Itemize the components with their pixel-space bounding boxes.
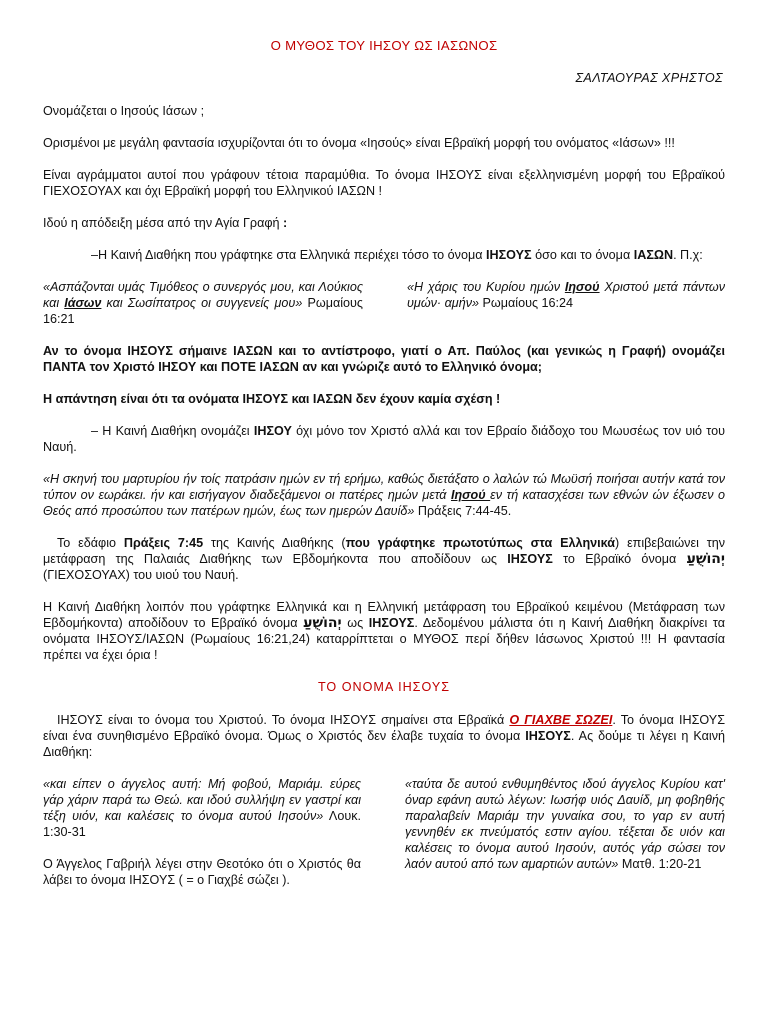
text-span: (ΓΙΕΧΟΣΟΥΑΧ) του υιού του Ναυή. xyxy=(43,568,239,582)
quote-romans-16-24 xyxy=(407,279,725,327)
proof-intro-colon: : xyxy=(283,216,288,230)
bold-reference: Πράξεις 7:45 xyxy=(123,536,204,550)
quotes-gospels xyxy=(43,776,725,888)
name-iason: ΙΑΣΩΝ xyxy=(633,248,674,262)
text-span: –Η Καινή Διαθήκη που γράφτηκε στα Ελληνικά περιέχει τόσο το όνομα xyxy=(91,248,487,262)
author-name: ΣΑΛΤΑΟΥΡΑΣ ΧΡΗΣΤΟΣ xyxy=(575,71,723,85)
quote-reference: Πράξεις 7:44-45. xyxy=(414,504,512,518)
quote-name-iisou: Ιησού xyxy=(564,280,600,294)
proof-intro-text: Ιδού η απόδειξη μέσα από την Αγία Γραφή xyxy=(43,216,284,230)
quote-acts-7-44 xyxy=(43,471,725,519)
text-span: Το εδάφιο xyxy=(57,536,124,550)
paragraph-acts-7-45 xyxy=(43,535,725,583)
paragraph-claim: Ορισμένοι με μεγάλη φαντασία ισχυρίζονται ότι το όνομα «Ιησούς» είναι Εβραϊκή μορφή του ονόματος «Ιάσων» !!! xyxy=(43,136,675,150)
quote-reference: Ματθ. 1:20-21 xyxy=(618,857,702,871)
highlight-meaning: Ο ΓΙΑΧΒΕ ΣΩΖΕΙ xyxy=(509,713,613,727)
text-span: . Ας δούμε τι λέγει η Καινή Διαθήκη: xyxy=(43,729,726,759)
bold-phrase: που γράφτηκε πρωτοτύπως στα Ελληνικά xyxy=(345,536,616,550)
name-iisous: ΙΗΣΟΥΣ xyxy=(507,552,553,566)
document-title: Ο ΜΥΘΟΣ ΤΟΥ ΙΗΣΟΥ ΩΣ ΙΑΣΩΝΟΣ xyxy=(270,38,498,53)
bold-answer: Η απάντηση είναι ότι τα ονόματα ΙΗΣΟΥΣ και ΙΑΣΩΝ δεν έχουν καμία σχέση ! xyxy=(43,392,501,406)
name-iisous: ΙΗΣΟΥΣ xyxy=(368,616,415,630)
intro-question: Ονομάζεται ο Ιησούς Ιάσων ; xyxy=(43,104,205,118)
left-column xyxy=(43,776,361,888)
name-iisou: ΙΗΣΟΥ xyxy=(253,424,292,438)
text-span: – Η Καινή Διαθήκη ονομάζει xyxy=(91,424,254,438)
quote-luke-1-30 xyxy=(43,776,361,840)
paragraph-rebuttal: Είναι αγράμματοι αυτοί που γράφουν τέτοια παραμύθια. Το όνομα ΙΗΣΟΥΣ είναι εξελληνισμένη μορφή του Εβραϊκού ΓΙΕΧΟΣΟΥΑΧ και όχι Εβραϊκή μορφή του Ελληνικού ΙΑΣΩΝ ! xyxy=(43,168,725,198)
quote-text: «Ασπάζονται υμάς Τιμόθεος ο συνεργός μου, και Λούκιος και xyxy=(43,280,363,310)
quote-text: «Η χάρις του Κυρίου ημών xyxy=(407,280,565,294)
text-span: . Το όνομα ΙΗΣΟΥΣ είναι ένα συνηθισμένο Εβραϊκό όνομα. Όμως ο Χριστός δεν έλαβε τυχαία το όνομα xyxy=(43,713,725,743)
quote-reference: Ρωμαίους 16:24 xyxy=(479,296,574,310)
quote-romans-16-21 xyxy=(43,279,363,327)
quote-matthew-1-20 xyxy=(405,776,725,872)
paragraph-nt-names xyxy=(43,247,725,263)
paragraph-joshua xyxy=(43,423,725,455)
quote-reference: Λουκ. 1:30-31 xyxy=(43,809,362,839)
text-span: ) επιβεβαιώνει την μετάφραση της Παλαιάς Διαθήκης των Εβδομήκοντα που αποδίδουν ως xyxy=(43,536,725,566)
text-span: όσο και το όνομα xyxy=(531,248,634,262)
text-span: Η Καινή Διαθήκη λοιπόν που γράφτηκε Ελληνικά και η Ελληνική μετάφραση του Εβραϊκού κειμένου (Μετάφραση των Εβδομήκοντα) αποδίδουν το Εβραϊκό όνομα xyxy=(43,600,725,630)
text-span: της Καινής Διαθήκης ( xyxy=(203,536,346,550)
paragraph-name-meaning xyxy=(43,712,725,760)
text-span: όχι μόνο τον Χριστό αλλά και τον Εβραίο διάδοχο του Μωυσέως τον υιό του Ναυή. xyxy=(43,424,725,454)
name-iisous: ΙΗΣΟΥΣ xyxy=(486,248,532,262)
paragraph-proof-intro xyxy=(43,215,725,231)
hebrew-name: יְהוֹשֻׁעַ xyxy=(303,615,342,631)
paragraph-gabriel: Ο Άγγελος Γαβριήλ λέγει στην Θεοτόκο ότι ο Χριστός θα λάβει το όνομα ΙΗΣΟΥΣ ( = ο Γιαχβέ σώζει ). xyxy=(43,857,361,887)
quote-text: «ταύτα δε αυτού ενθυμηθέντος ιδού άγγελος Κυρίου κατ' όναρ εφάνη αυτώ λέγων: Ιωσήφ υιός Δαυίδ, μη φοβηθής παραλαβείν Μαριάμ την γυναίκα σου, το γαρ εν αυτή γεννηθέν εκ πνεύματός εστιν αγίου. τέξεται δε υιόν και καλέσεις το όνομα αυτού Ιησούν, αυτός γάρ σώσει τον λαόν αυτού από των αμαρτιών αυτών» xyxy=(405,777,725,871)
quote-text: Χριστού μετά πάντων υμών· αμήν» xyxy=(407,280,725,310)
text-span: . Π.χ: xyxy=(673,248,703,262)
text-span: το Εβραϊκό όνομα xyxy=(552,552,687,566)
quote-text: και Σωσίπατρος οι συγγενείς μου» xyxy=(101,296,303,310)
paragraph-conclusion xyxy=(43,599,725,663)
name-iisous: ΙΗΣΟΥΣ xyxy=(525,729,571,743)
quote-name-iisou: Ιησού xyxy=(450,488,491,502)
text-span: ως xyxy=(341,616,369,630)
quote-text: εν τή κατασχέσει των εθνών ών έξωσεν ο Θεός από προσώπου των πατέρων ημών, έως των ημερών Δαυίδ» xyxy=(43,488,726,518)
right-column xyxy=(405,776,725,888)
hebrew-name: יְהוֹשֻׁעַ xyxy=(686,551,726,567)
quotes-romans xyxy=(43,279,725,327)
quote-text: «Η σκηνή του μαρτυρίου ήν τοίς πατράσιν ημών εν τή ερήμω, καθώς διετάξατο ο λαλών τώ Μωϋσή ποιήσαι αυτήν κατά τον τύπον ον εωράκει. ήν και εισήγαγον διαδεξάμενοι οι πατέρες ημών μετά xyxy=(43,472,725,502)
section-title: ΤΟ ΟΝΟΜΑ ΙΗΣΟΥΣ xyxy=(317,680,451,694)
text-span: ΙΗΣΟΥΣ είναι το όνομα του Χριστού. Το όνομα ΙΗΣΟΥΣ σημαίνει στα Εβραϊκά xyxy=(57,713,510,727)
quote-name-iason: Ιάσων xyxy=(64,296,102,310)
quote-text: «και είπεν ο άγγελος αυτή: Μή φοβού, Μαριάμ. εύρες γάρ χάριν παρά τω Θεώ. και ιδού συλλήψη εν γαστρί και τέξη υιόν, και καλέσεις το όνομα αυτού Ιησούν» xyxy=(43,777,361,823)
quote-reference: Ρωμαίους 16:21 xyxy=(43,296,363,326)
bold-question: Αν το όνομα ΙΗΣΟΥΣ σήμαινε ΙΑΣΩΝ και το αντίστροφο, γιατί ο Απ. Παύλος (και γενικώς η Γραφή) ονομάζει ΠΑΝΤΑ τον Χριστό ΙΗΣΟΥ και ΠΟΤΕ ΙΑΣΩΝ αν και γνώριζε αυτό το Ελληνικό όνομα; xyxy=(43,344,725,374)
text-span: . Δεδομένου μάλιστα ότι η Καινή Διαθήκη διακρίνει τα ονόματα ΙΗΣΟΥΣ/ΙΑΣΩΝ (Ρωμαίους 16:21,24) καταρρίπτεται ο ΜΥΘΟΣ περί δήθεν Ιάσωνος Χριστού !!! Η φαντασία πρέπει να έχει όρια ! xyxy=(43,616,726,662)
